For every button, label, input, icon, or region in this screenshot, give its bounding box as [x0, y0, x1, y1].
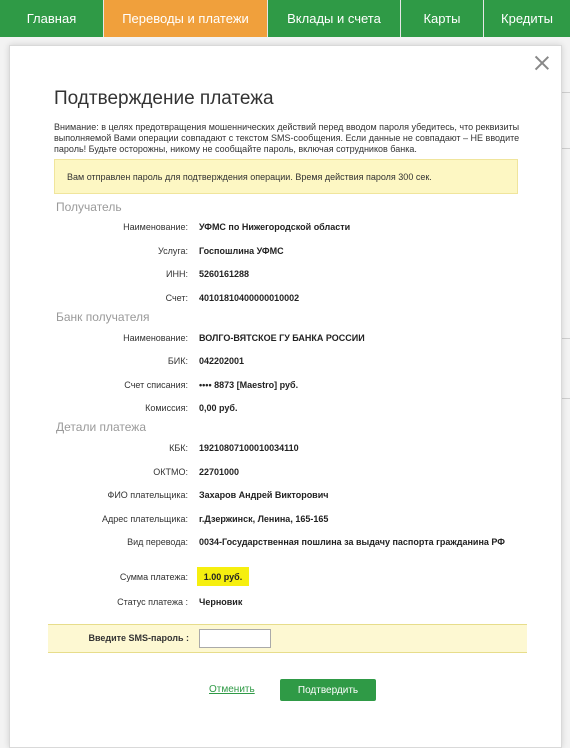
- close-icon[interactable]: [533, 54, 551, 72]
- field-value: 5260161288: [199, 269, 250, 279]
- field-value: Черновик: [199, 597, 243, 607]
- field-label: Статус платежа :: [117, 597, 188, 607]
- field-label: БИК:: [167, 356, 188, 366]
- field-label: ОКТМО:: [153, 467, 188, 477]
- cancel-link[interactable]: Отменить: [209, 684, 255, 695]
- top-navigation: [0, 0, 570, 37]
- tab-transfers-payments[interactable]: Переводы и платежи: [104, 0, 268, 37]
- field-value: Захаров Андрей Викторович: [199, 490, 329, 500]
- field-label: ФИО плательщика:: [107, 490, 188, 500]
- payment-confirmation-dialog: [9, 45, 562, 748]
- field-value: 19210807100010034110: [199, 443, 299, 453]
- field-label: Адрес плательщика:: [102, 514, 188, 524]
- dialog-title: Подтверждение платежа: [54, 88, 274, 109]
- field-value: Госпошлина УФМС: [199, 246, 284, 256]
- field-value: ВОЛГО-ВЯТСКОЕ ГУ БАНКА РОССИИ: [199, 333, 365, 343]
- tab-deposits-accounts[interactable]: Вклады и счета: [268, 0, 401, 37]
- field-value: 0,00 руб.: [199, 403, 238, 413]
- security-warning: Внимание: в целях предотвращения мошеннических действий перед вводом пароля убедитесь, что реквизиты выполняемой Вами операции совпадают с текстом SMS-сообщения. Если данные не совпадают – НЕ вводите пароль! Будьте осторожны, никому не сообщайте пароль, включая сотрудников банка.: [54, 122, 520, 154]
- field-value: •••• 8873 [Maestro] руб.: [199, 380, 299, 390]
- field-label: Счет списания:: [124, 380, 188, 390]
- field-label: Наименование:: [123, 222, 188, 232]
- sms-password-band: [48, 624, 527, 653]
- section-bank: Банк получателя: [56, 310, 150, 324]
- section-payment-details: Детали платежа: [56, 420, 146, 434]
- field-label: КБК:: [169, 443, 188, 453]
- password-sent-notice: [54, 159, 518, 194]
- sms-password-label: Введите SMS-пароль :: [88, 633, 189, 643]
- field-value: 042202001: [199, 356, 245, 366]
- tab-cards[interactable]: Карты: [401, 0, 484, 37]
- field-label: Вид перевода:: [127, 537, 188, 547]
- field-value: 22701000: [199, 467, 240, 477]
- field-label: Услуга:: [158, 246, 188, 256]
- notice-text: Вам отправлен пароль для подтверждения операции. Время действия пароля 300 сек.: [67, 171, 432, 182]
- field-label: Комиссия:: [145, 403, 188, 413]
- field-label: Счет:: [165, 293, 188, 303]
- sms-password-input[interactable]: [199, 629, 271, 648]
- payment-amount-highlight: 1.00 руб.: [197, 567, 249, 586]
- field-value: г.Дзержинск, Ленина, 165-165: [199, 514, 329, 524]
- confirm-button[interactable]: Подтвердить: [280, 679, 376, 701]
- tab-credits[interactable]: Кредиты: [484, 0, 570, 37]
- section-recipient: Получатель: [56, 200, 122, 214]
- field-label: Наименование:: [123, 333, 188, 343]
- field-value: УФМС по Нижегородской области: [199, 222, 351, 232]
- tab-home[interactable]: Главная: [0, 0, 104, 37]
- field-label: ИНН:: [166, 269, 188, 279]
- field-value: 40101810400000010002: [199, 293, 300, 303]
- field-label: Сумма платежа:: [119, 572, 188, 582]
- field-value: 0034-Государственная пошлина за выдачу паспорта гражданина РФ: [199, 537, 505, 547]
